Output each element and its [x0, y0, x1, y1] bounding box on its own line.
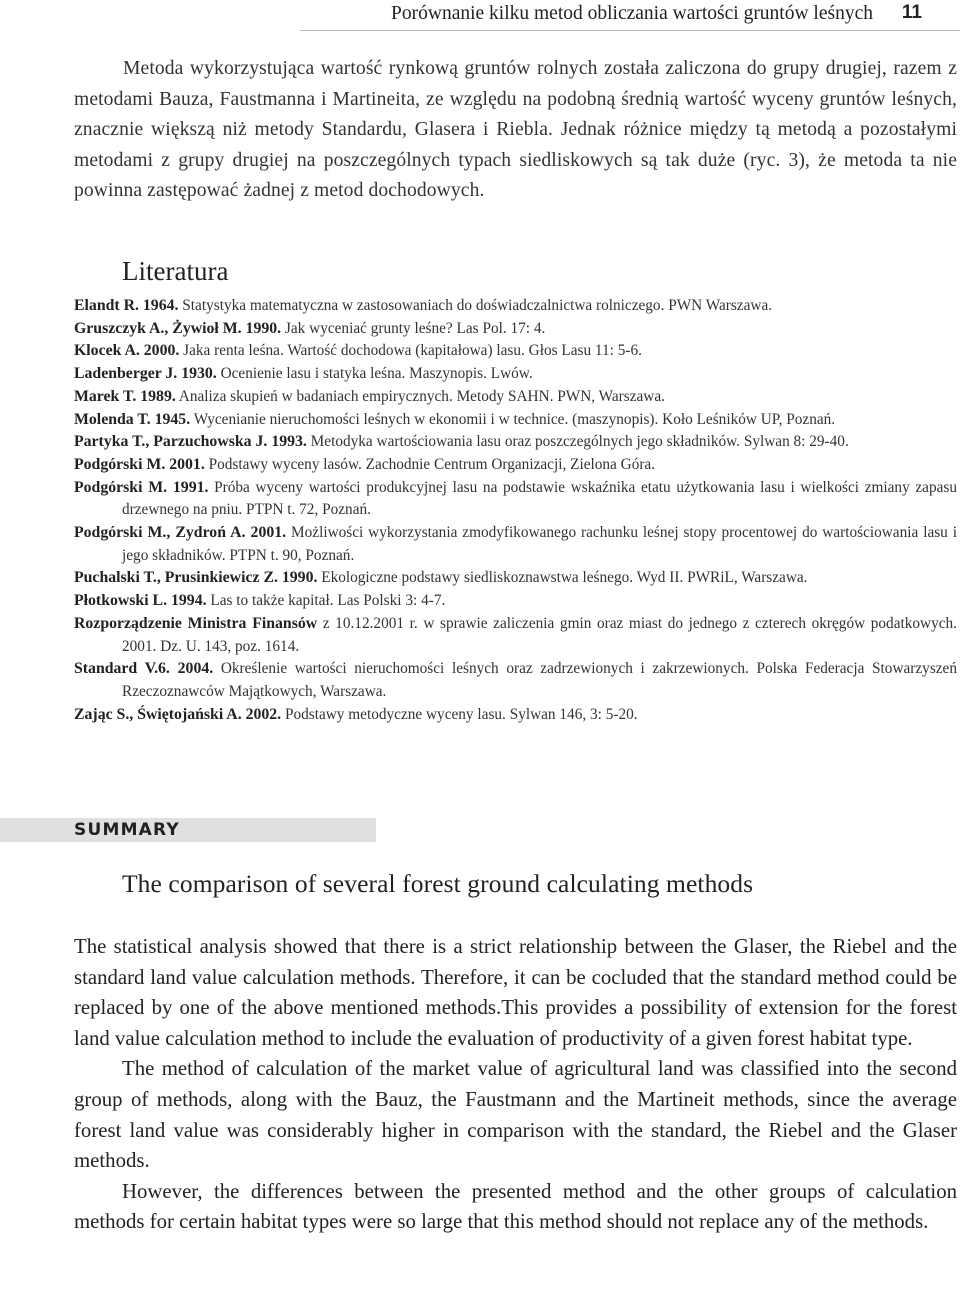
header-rule: [300, 30, 960, 31]
reference-text: Próba wyceny wartości produkcyjnej lasu na podstawie wskaźnika etatu użytkowania lasu i wielkości zmiany zapasu drzewnego na pniu. PTPN t. 72, Poznań.: [122, 478, 958, 519]
reference-item: [74, 431, 957, 454]
reference-item: [74, 363, 957, 386]
intro-section: [74, 54, 957, 207]
reference-authors: Podgórski M. 2001.: [74, 455, 205, 473]
reference-item: [74, 454, 957, 477]
reference-item: [74, 409, 957, 432]
reference-text: z 10.12.2001 r. w sprawie zaliczenia gmin oraz miast do jednego z czterech okręgów podatkowych. 2001. Dz. U. 143, poz. 1614.: [122, 614, 957, 655]
reference-text: Las to także kapitał. Las Polski 3: 4-7.: [206, 592, 446, 610]
reference-text: Podstawy wyceny lasów. Zachodnie Centrum Organizacji, Zielona Góra.: [204, 455, 656, 473]
reference-text: Ocenienie lasu i statyka leśna. Maszynopis. Lwów.: [216, 365, 533, 383]
summary-paragraph-2: The method of calculation of the market value of agricultural land was classified into the second group of methods, along with the Bauz, the Faustmann and the Martineit methods, since the average forest land value was considerably higher in comparison with the standard, the Riebel and the Glaser methods.: [74, 1057, 957, 1173]
reference-item: [74, 477, 957, 522]
reference-authors: Molenda T. 1945.: [74, 410, 191, 428]
reference-authors: Rozporządzenie Ministra Finansów: [74, 614, 318, 632]
reference-text: Statystyka matematyczna w zastosowaniach do doświadczalnictwa rolniczego. PWN Warszawa.: [178, 297, 773, 314]
reference-authors: Elandt R. 1964.: [74, 297, 179, 314]
reference-authors: Puchalski T., Prusinkiewicz Z. 1990.: [74, 569, 318, 587]
reference-authors: Podgórski M. 1991.: [74, 478, 209, 496]
reference-item: [74, 295, 957, 318]
reference-authors: Standard V.6. 2004.: [74, 660, 214, 678]
reference-text: Wycenianie nieruchomości leśnych w ekonomii i w technice. (maszynopis). Koło Leśników UP, Poznań.: [190, 410, 836, 428]
reference-authors: Podgórski M., Zydroń A. 2001.: [74, 524, 287, 542]
running-header: [0, 0, 960, 30]
reference-item: [74, 340, 957, 363]
page-number: 11: [901, 2, 922, 23]
reference-text: Metodyka wartościowania lasu oraz poszczególnych jego składników. Sylwan 8: 29-40.: [306, 433, 849, 451]
reference-list: [74, 295, 957, 726]
reference-authors: Klocek A. 2000.: [74, 342, 180, 360]
summary-paragraph-1: The statistical analysis showed that there is a strict relationship between the Glaser, the Riebel and the standard land value calculation methods. Therefore, it can be cocluded that the standard method could be replaced by one of the above mentioned methods.This provides a possibility of extension for the forest land value calculation method to include the evaluation of productivity of a given forest habitat type.: [74, 935, 957, 1050]
reference-text: Analiza skupień w badaniach empirycznych. Metody SAHN. PWN, Warszawa.: [175, 387, 665, 405]
reference-authors: Płotkowski L. 1994.: [74, 592, 207, 610]
reference-authors: Partyka T., Parzuchowska J. 1993.: [74, 433, 307, 451]
summary-paragraph-3: However, the differences between the presented method and the other groups of calculation methods for certain habitat types were so large that this method should not replace any of the methods.: [74, 1179, 957, 1234]
reference-item: [74, 613, 957, 658]
reference-text: Ekologiczne podstawy siedliskoznawstwa leśnego. Wyd II. PWRiL, Warszawa.: [317, 569, 808, 587]
reference-item: [74, 658, 957, 703]
literature-heading: Literatura: [122, 256, 229, 286]
summary-title: The comparison of several forest ground calculating methods: [122, 869, 754, 898]
summary-text: [74, 932, 957, 1238]
reference-item: [74, 522, 957, 567]
reference-text: Podstawy metodyczne wyceny lasu. Sylwan 146, 3: 5-20.: [281, 705, 638, 723]
intro-paragraph: Metoda wykorzystująca wartość rynkową gruntów rolnych została zaliczona do grupy drugiej, razem z metodami Bauza, Faustmanna i Martineita, ze względu na podobną średnią wartość wyceny gruntów leśnych, znacznie większą niż metody Standardu, Glasera i Riebla. Jednak różnice między tą metodą a pozostałymi metodami z grupy drugiej na poszczególnych typach siedliskowych są tak duże (ryc. 3), że metoda ta nie powinna zastępować żadnej z metod dochodowych.: [74, 58, 957, 201]
reference-authors: Gruszczyk A., Żywioł M. 1990.: [74, 319, 282, 337]
reference-item: [74, 704, 957, 727]
reference-item: [74, 567, 957, 590]
running-title: Porównanie kilku metod obliczania wartości gruntów leśnych: [391, 3, 873, 24]
reference-text: Możliwości wykorzystania zmodyfikowanego rachunku leśnej stopy procentowej do wartościowania lasu i jego składników. PTPN t. 90, Poznań.: [122, 524, 958, 564]
reference-text: Jaka renta leśna. Wartość dochodowa (kapitałowa) lasu. Głos Lasu 11: 5-6.: [179, 342, 642, 360]
summary-band: [0, 818, 376, 842]
reference-authors: Zając S., Świętojański A. 2002.: [74, 705, 282, 723]
reference-item: [74, 386, 957, 409]
reference-text: Określenie wartości nieruchomości leśnych oraz zadrzewionych i zakrzewionych. Polska Federacja Stowarzyszeń Rzeczoznawców Majątkowych, Warszawa.: [122, 660, 957, 700]
summary-label: SUMMARY: [74, 820, 180, 840]
reference-authors: Ladenberger J. 1930.: [74, 365, 217, 383]
reference-text: Jak wyceniać grunty leśne? Las Pol. 17: 4.: [281, 319, 546, 337]
reference-item: [74, 590, 957, 613]
reference-authors: Marek T. 1989.: [74, 387, 176, 405]
reference-item: [74, 318, 957, 341]
